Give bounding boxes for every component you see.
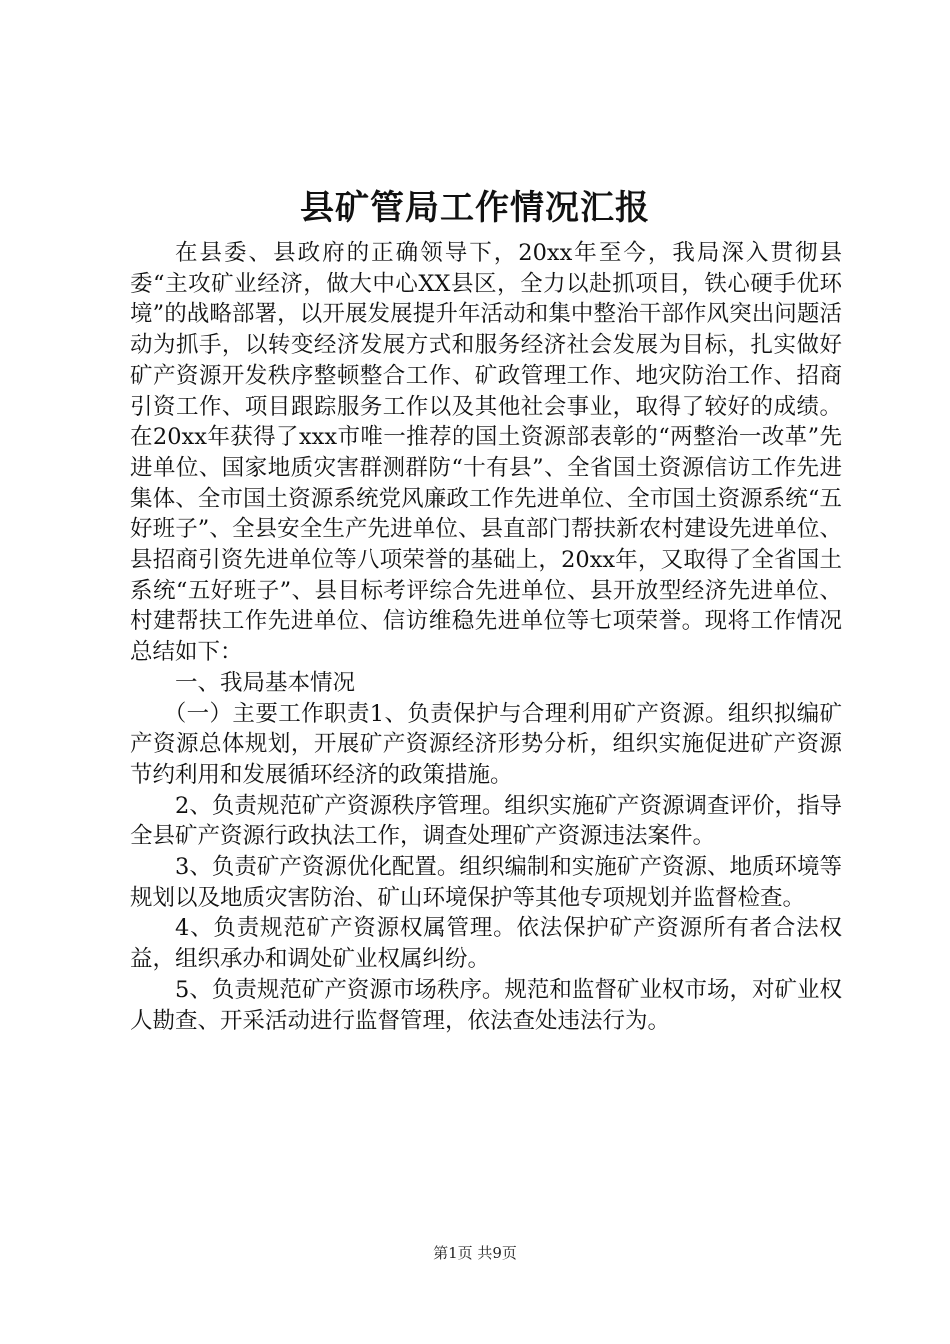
intro-paragraph: 在县委、县政府的正确领导下，20xx年至今，我局深入贯彻县委“主攻矿业经济，做大中心XX县区，全力以赴抓项目，铁心硬手优环境”的战略部署，以开展发展提升年活动和集中整治干部作风突出问题活动为抓手，以转变经济发展方式和服务经济社会发展为目标，扎实做好矿产资源开发秩序整顿整合工作、矿政管理工作、地灾防治工作、招商引资工作、项目跟踪服务工作以及其他社会事业，取得了较好的成绩。在20xx年获得了xxx市唯一推荐的国土资源部表彰的“两整治一改革”先进单位、国家地质灾害群测群防“十有县”、全省国土资源信访工作先进集体、全市国土资源系统党风廉政工作先进单位、全市国土资源系统“五好班子”、全县安全生产先进单位、县直部门帮扶新农村建设先进单位、县招商引资先进单位等八项荣誉的基础上，20xx年，又取得了全省国土系统“五好班子”、县目标考评综合先进单位、县开放型经济先进单位、村建帮扶工作先进单位、信访维稳先进单位等七项荣誉。现将工作情况总结如下：	[130, 240, 842, 666]
document-body	[130, 238, 842, 1036]
page-footer: 第1页 共9页	[433, 1244, 517, 1262]
section-heading: 一、我局基本情况	[175, 669, 356, 696]
duty-paragraph-4: 4、负责规范矿产资源权属管理。依法保护矿产资源所有者合法权益，组织承办和调处矿业权属纠纷。	[130, 915, 842, 973]
document-title: 县矿管局工作情况汇报	[300, 188, 650, 228]
duty-paragraph-2: 2、负责规范矿产资源秩序管理。组织实施矿产资源调查评价，指导全县矿产资源行政执法工作，调查处理矿产资源违法案件。	[130, 792, 842, 850]
duty-paragraph-5: 5、负责规范矿产资源市场秩序。规范和监督矿业权市场，对矿业权人勘查、开采活动进行监督管理，依法查处违法行为。	[130, 976, 842, 1034]
duty-paragraph-1: （一）主要工作职责1、负责保护与合理利用矿产资源。组织拟编矿产资源总体规划，开展矿产资源经济形势分析，组织实施促进矿产资源节约利用和发展循环经济的政策措施。	[130, 700, 842, 788]
duty-paragraph-3: 3、负责矿产资源优化配置。组织编制和实施矿产资源、地质环境等规划以及地质灾害防治、矿山环境保护等其他专项规划并监督检查。	[130, 854, 842, 911]
